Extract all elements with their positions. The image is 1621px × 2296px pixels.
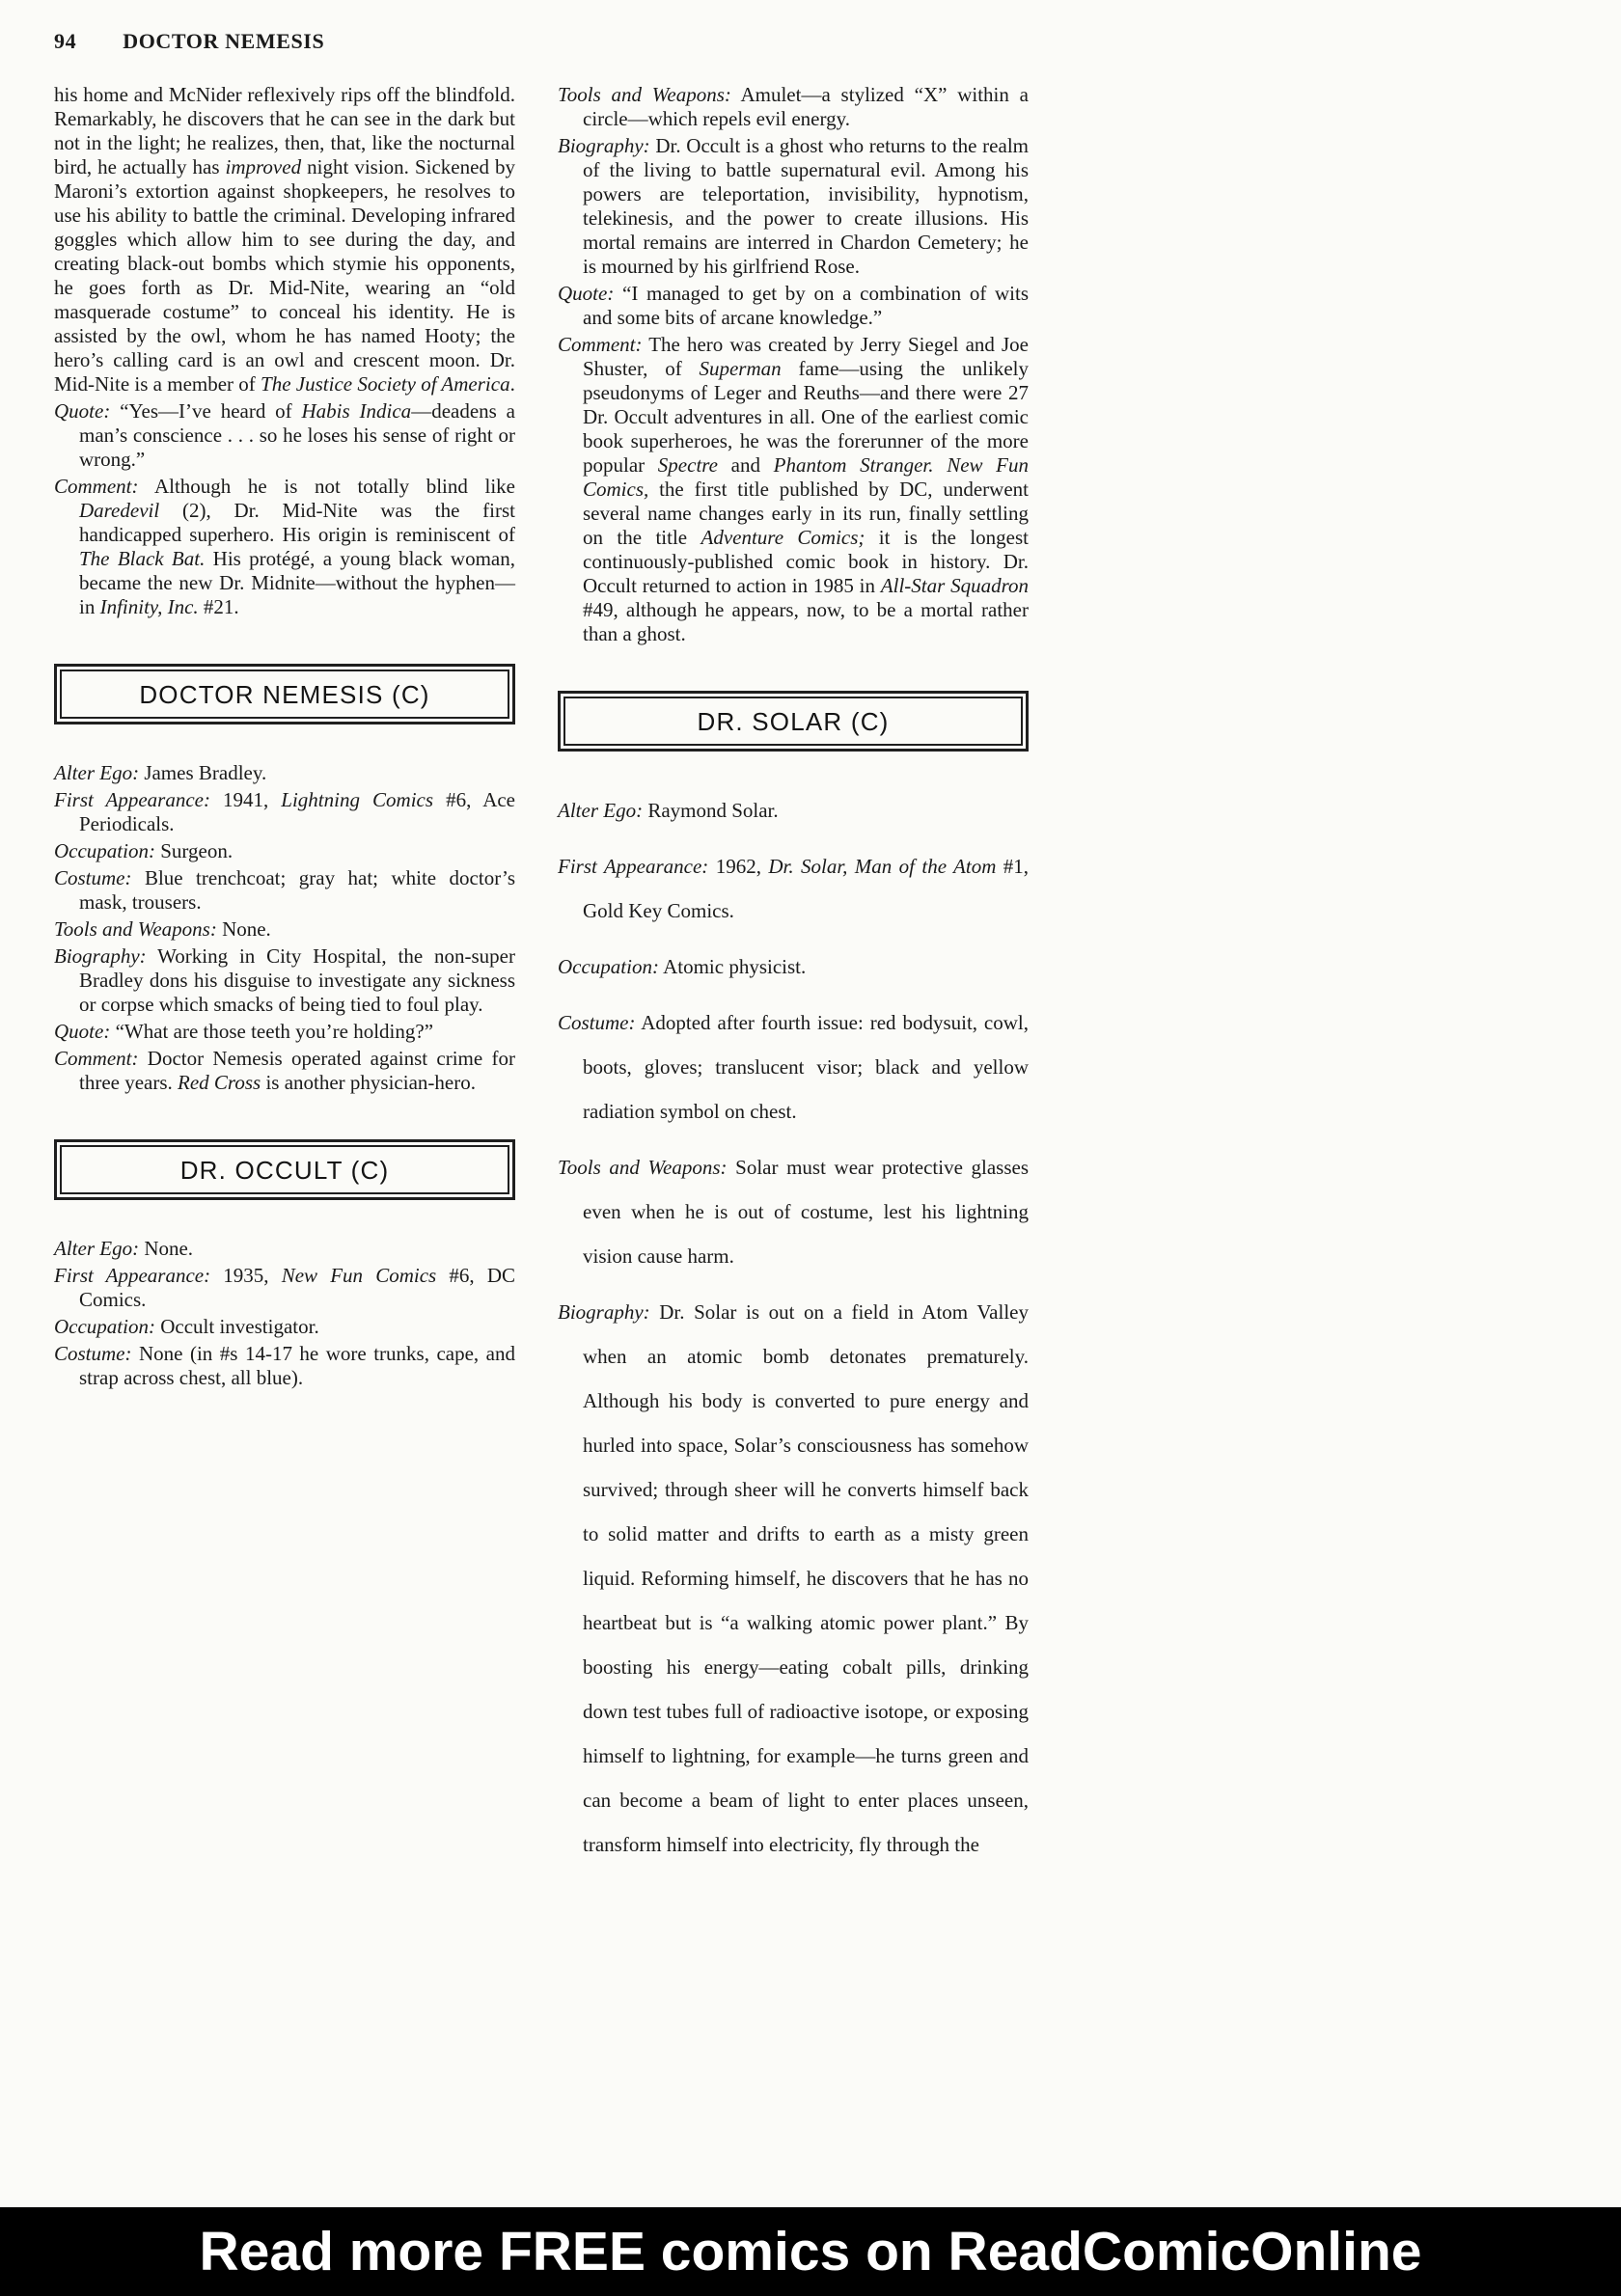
text-run xyxy=(934,453,948,477)
text-run: . xyxy=(509,372,515,396)
doctor-nemesis-comment xyxy=(54,1047,515,1095)
dr-mid-nite-quote xyxy=(54,399,515,472)
text-run: Occult investigator. xyxy=(154,1315,319,1338)
italic-text-run: Occupation: xyxy=(558,955,659,978)
text-run: #6, DC Comics. xyxy=(79,1264,515,1311)
text-run: #6, Ace Periodicals. xyxy=(79,788,516,835)
text-run: 1935, xyxy=(210,1264,282,1287)
italic-text-run: Infinity, Inc. xyxy=(99,595,199,618)
text-run: fame—using the unlikely pseudonyms of Leger and Reuths—and there were 27 Dr. Occult adventures in all. One of the earliest comic book superheroes, he was the forerunner of the more popular xyxy=(583,357,1029,477)
italic-text-run: First Appearance: xyxy=(558,855,709,878)
italic-text-run: Alter Ego: xyxy=(54,1237,140,1260)
italic-text-run: Biography: xyxy=(558,134,650,157)
italic-text-run: Red Cross xyxy=(178,1071,261,1094)
text-run: the first title published by DC, underwent several name changes early in its run, finally settling on the title xyxy=(583,478,1029,549)
italic-text-run: Tools and Weapons: xyxy=(558,83,731,106)
dr-occult-heading: DR. OCCULT (C) xyxy=(179,1156,390,1185)
text-run: night vision. Sickened by Maroni’s extortion against shopkeepers, he resolves to use his ability to battle the criminal. Developing infrared goggles which allow him to see during the day, and creating black-out bombs which stymie his opponents, he goes forth as Dr. Mid-Nite, wearing an “old masquerade costume” to conceal his identity. He is assisted by the owl, whom he has named Hooty; the hero’s calling card is an owl and crescent moon. Dr. Mid-Nite is a member of xyxy=(54,155,515,396)
italic-text-run: Adventure Comics; xyxy=(701,526,865,549)
text-run: Doctor Nemesis operated against crime for three years. xyxy=(79,1047,515,1094)
dr-mid-nite-biography-continuation xyxy=(54,83,515,396)
dr-solar-alter-ego xyxy=(558,788,1029,833)
dr-occult-biography xyxy=(558,134,1029,279)
italic-text-run: Lightning Comics xyxy=(281,788,434,811)
doctor-nemesis-first-appearance xyxy=(54,788,515,836)
text-run: “I managed to get by on a combination of wits and some bits of arcane knowledge.” xyxy=(583,282,1029,329)
text-run: #1, Gold Key Comics. xyxy=(583,855,1030,922)
dr-solar-heading-box xyxy=(558,691,1029,752)
doctor-nemesis-heading-inner-border xyxy=(60,670,509,719)
text-run: Working in City Hospital, the non-super Bradley dons his disguise to investigate any sickness or corpse which smacks of being tied to foul play. xyxy=(79,944,515,1016)
text-run: it is the longest continuously-published comic book in history. Dr. Occult returned to action in 1985 in xyxy=(583,526,1029,597)
text-run: (2), Dr. Mid-Nite was the first handicapped superhero. His origin is reminiscent of xyxy=(79,499,515,546)
text-run: Atomic physicist. xyxy=(658,955,807,978)
italic-text-run: New Fun Comics, xyxy=(583,453,1029,501)
dr-solar-first-appearance xyxy=(558,844,1029,933)
italic-text-run: improved xyxy=(225,155,302,178)
text-run: His protégé, a young black woman, became the new Dr. Midnite—without the hyphen—in xyxy=(79,547,516,618)
text-run: James Bradley. xyxy=(139,761,267,784)
dr-occult-tools-weapons xyxy=(558,83,1029,131)
italic-text-run: The Black Bat. xyxy=(79,547,206,570)
italic-text-run: Costume: xyxy=(54,1342,132,1365)
right-column xyxy=(558,83,1029,1878)
text-run: 1962, xyxy=(708,855,769,878)
text-run: Dr. Occult is a ghost who returns to the realm of the living to battle supernatural evil. Among his powers are teleportation, invisibility, hypnotism, telekinesis, and the power to create illusions. His mortal remains are interred in Chardon Cemetery; he is mourned by his girlfriend Rose. xyxy=(583,134,1029,278)
text-run: Although he is not totally blind like xyxy=(138,475,515,498)
italic-text-run: Comment: xyxy=(558,333,643,356)
dr-solar-tools-weapons xyxy=(558,1145,1029,1278)
readcomiconline-banner xyxy=(0,2207,1621,2296)
text-run: The hero was created by Jerry Siegel and Joe Shuster, of xyxy=(583,333,1029,380)
italic-text-run: Biography: xyxy=(558,1300,650,1324)
dr-occult-comment xyxy=(558,333,1029,646)
dr-occult-occupation xyxy=(54,1315,515,1339)
doctor-nemesis-costume xyxy=(54,866,515,915)
doctor-nemesis-biography xyxy=(54,944,515,1017)
dr-solar-heading-inner-border xyxy=(563,697,1023,746)
text-run: is another physician-hero. xyxy=(261,1071,476,1094)
left-column xyxy=(54,83,515,1393)
italic-text-run: Comment: xyxy=(54,475,139,498)
dr-solar-costume xyxy=(558,1000,1029,1134)
text-run: Surgeon. xyxy=(154,839,234,862)
italic-text-run: Daredevil xyxy=(79,499,160,522)
text-run: None. xyxy=(216,917,271,941)
doctor-nemesis-tools-weapons xyxy=(54,917,515,942)
text-run: “Yes—I’ve heard of xyxy=(110,399,302,423)
doctor-nemesis-quote xyxy=(54,1020,515,1044)
dr-occult-quote xyxy=(558,282,1029,330)
italic-text-run: Alter Ego: xyxy=(54,761,140,784)
text-run: Adopted after fourth issue: red bodysuit, cowl, boots, gloves; translucent visor; black and yellow radiation symbol on chest. xyxy=(583,1011,1029,1123)
text-run: Raymond Solar. xyxy=(643,799,779,822)
italic-text-run: The Justice Society of America xyxy=(261,372,510,396)
dr-solar-biography xyxy=(558,1290,1029,1867)
page-number: 94 xyxy=(54,29,77,53)
italic-text-run: New Fun Comics xyxy=(281,1264,437,1287)
dr-occult-heading-inner-border xyxy=(60,1145,509,1194)
italic-text-run: Superman xyxy=(699,357,782,380)
italic-text-run: Occupation: xyxy=(54,839,155,862)
italic-text-run: Comment: xyxy=(54,1047,139,1070)
text-run: Dr. Solar is out on a field in Atom Valley when an atomic bomb detonates prematurely. Although his body is converted to pure energy and hurled into space, Solar’s consciousness has somehow survived; through sheer will he converts himself back to solid matter and drifts to earth as a misty green liquid. Reforming himself, he discovers that he has no heartbeat but is “a walking atomic power plant.” By boosting his energy—eating cobalt pills, drinking down test tubes full of radioactive isotope, or exposing himself to lightning, for example—he turns green and can become a beam of light to enter places unseen, transform himself into electricity, fly through the xyxy=(583,1300,1029,1856)
italic-text-run: Quote: xyxy=(54,1020,111,1043)
italic-text-run: Habis Indica xyxy=(301,399,412,423)
italic-text-run: Quote: xyxy=(54,399,111,423)
dr-occult-costume xyxy=(54,1342,515,1390)
italic-text-run: Tools and Weapons: xyxy=(558,1156,728,1179)
italic-text-run: Phantom Stranger. xyxy=(773,453,934,477)
italic-text-run: Tools and Weapons: xyxy=(54,917,217,941)
running-title: DOCTOR NEMESIS xyxy=(123,29,325,53)
text-run: and xyxy=(718,453,774,477)
dr-mid-nite-comment xyxy=(54,475,515,619)
italic-text-run: Costume: xyxy=(54,866,132,889)
italic-text-run: Quote: xyxy=(558,282,615,305)
italic-text-run: Alter Ego: xyxy=(558,799,644,822)
text-run: None. xyxy=(139,1237,194,1260)
italic-text-run: First Appearance: xyxy=(54,1264,211,1287)
italic-text-run: Costume: xyxy=(558,1011,636,1034)
banner-text: Read more FREE comics on ReadComicOnline xyxy=(199,2221,1422,2282)
text-run: #21. xyxy=(198,595,239,618)
text-run: None (in #s 14-17 he wore trunks, cape, and strap across chest, all blue). xyxy=(79,1342,515,1389)
italic-text-run: Dr. Solar, Man of the Atom xyxy=(768,855,997,878)
text-run: “What are those teeth you’re holding?” xyxy=(110,1020,434,1043)
text-run: 1941, xyxy=(209,788,282,811)
text-run: Blue trenchcoat; gray hat; white doctor’s mask, trousers. xyxy=(79,866,515,914)
dr-solar-occupation xyxy=(558,944,1029,989)
doctor-nemesis-occupation xyxy=(54,839,515,863)
doctor-nemesis-heading-box xyxy=(54,664,515,724)
dr-occult-heading-box xyxy=(54,1139,515,1200)
text-run: his home and McNider reflexively rips off the blindfold. Remarkably, he discovers that he can see in the dark but not in the light; he realizes, then, that, like the nocturnal bird, he actually has xyxy=(54,83,515,178)
text-run: Solar must wear protective glasses even when he is out of costume, lest his lightning vision cause harm. xyxy=(583,1156,1029,1268)
italic-text-run: Spectre xyxy=(657,453,718,477)
dr-occult-first-appearance xyxy=(54,1264,515,1312)
text-run: —deadens a man’s conscience . . . so he loses his sense of right or wrong.” xyxy=(79,399,515,471)
dr-occult-alter-ego xyxy=(54,1237,515,1261)
dr-solar-heading: DR. SOLAR (C) xyxy=(697,707,890,736)
text-run: Amulet—a stylized “X” within a circle—which repels evil energy. xyxy=(583,83,1029,130)
doctor-nemesis-alter-ego xyxy=(54,761,515,785)
italic-text-run: First Appearance: xyxy=(54,788,210,811)
text-run: #49, although he appears, now, to be a mortal rather than a ghost. xyxy=(583,598,1029,645)
italic-text-run: Biography: xyxy=(54,944,147,968)
page-header xyxy=(54,29,324,54)
italic-text-run: All-Star Squadron xyxy=(880,574,1029,597)
doctor-nemesis-heading: DOCTOR NEMESIS (C) xyxy=(139,680,430,709)
italic-text-run: Occupation: xyxy=(54,1315,155,1338)
